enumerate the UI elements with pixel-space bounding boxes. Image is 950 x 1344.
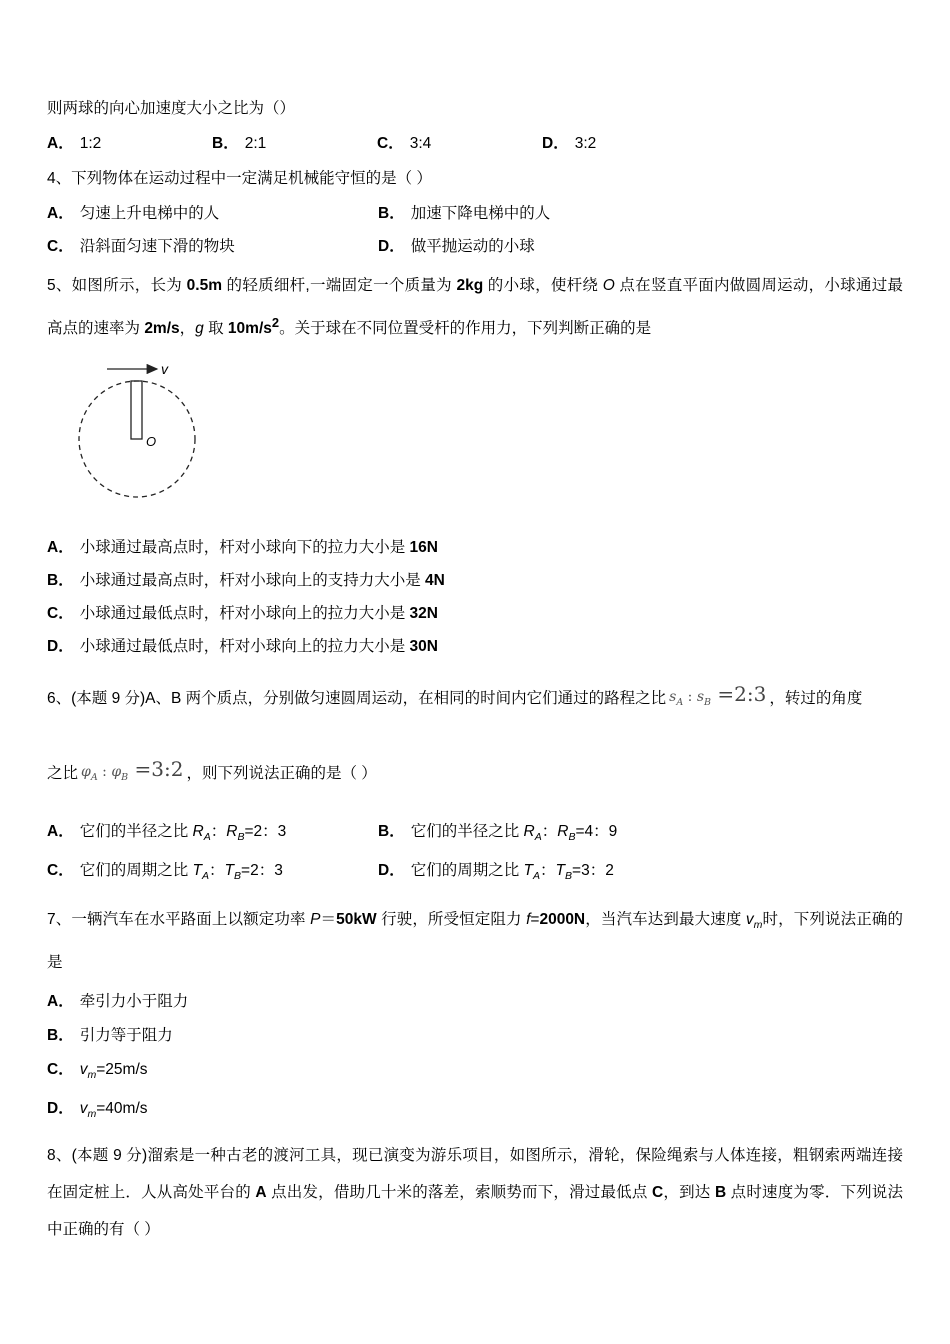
option-text-a: 小球通过最高点时，杆对小球向下的拉力大小是 16N: [79, 539, 438, 557]
option-c: [47, 597, 903, 630]
velocity-label: v: [161, 361, 168, 378]
option-d: [47, 1092, 903, 1131]
question-8-stem: 8、(本题 9 分)溜索是一种古老的渡河工具，现已演变为游乐项目，如图所示，滑轮，保险绳索与人体连接，粗钢索两端连接在固定桩上．人从高处平台的 A 点出发，借助几十米的落差，索顺势而下，滑过最低点 C，到达 B 点时速度为零．下列说法中正确的有（ ）: [47, 1147, 903, 1239]
option-label-d: D．: [378, 238, 405, 255]
question-5-diagram: [59, 353, 903, 503]
option-c: [47, 230, 378, 263]
question-3-options: [47, 127, 903, 160]
option-label-d: D．: [47, 638, 74, 656]
option-text-b: 引力等于阻力: [79, 1027, 173, 1045]
option-text-c: 沿斜面匀速下滑的物块: [79, 238, 235, 255]
option-label-b: B．: [47, 1027, 74, 1045]
option-c: [47, 1053, 903, 1092]
question-4-options-row-1: [47, 197, 903, 230]
question-4-options-row-2: [47, 230, 903, 263]
option-label-a: A．: [47, 205, 74, 222]
option-label-b: B．: [378, 205, 405, 222]
option-text-c: 小球通过最低点时，杆对小球向上的拉力大小是 32N: [79, 605, 438, 623]
option-b: [47, 564, 903, 597]
question-5-options: [47, 531, 903, 663]
stem-text-tail: ，则下列说法正确的是（ ）: [186, 764, 377, 782]
stem-text: 之比: [47, 764, 79, 782]
option-text-c: 3:4: [409, 135, 432, 152]
question-7-stem: 7、一辆汽车在水平路面上以额定功率 P＝50kW 行驶，所受恒定阻力 f=2000N，当汽车达到最大速度 $v_m$时，下列说法正确的是: [47, 910, 903, 972]
question-6-options-row-2: [47, 854, 903, 893]
option-text-b: 加速下降电梯中的人: [410, 205, 551, 222]
option-label-d: D．: [378, 861, 405, 879]
option-text-c: $v_m=25m/s$: [79, 1061, 148, 1082]
option-text-b: 小球通过最高点时，杆对小球向上的支持力大小是 4N: [79, 572, 445, 590]
question-4-stem: 4、下列物体在运动过程中一定满足机械能守恒的是（ ）: [47, 170, 432, 187]
option-text-b: 2:1: [244, 135, 267, 152]
question-6-stem-line-1: [47, 673, 903, 724]
question-3-stem: 则两球的向心加速度大小之比为（）: [47, 100, 296, 117]
option-text-d: 做平抛运动的小球: [410, 238, 535, 255]
option-label-b: B．: [47, 572, 74, 590]
option-b: [47, 1019, 903, 1053]
pivot-label: O: [146, 434, 157, 450]
option-d: [378, 230, 709, 263]
angle-ratio-formula: $\varphi_A$ : $\varphi_B$ =3:2: [81, 756, 184, 783]
option-label-c: C．: [47, 605, 74, 623]
option-b: [378, 197, 709, 230]
option-text-a: 它们的半径之比 $R_A$：$R_B=2$：3: [79, 822, 287, 843]
option-a: [47, 197, 378, 230]
option-label-a: A．: [47, 993, 74, 1011]
option-text-c: 它们的周期之比 $T_A$：$T_B=2$：3: [79, 861, 283, 882]
option-text-d: $v_m=40m/s$: [79, 1100, 148, 1121]
option-c: [377, 127, 542, 160]
option-b: [212, 127, 377, 160]
option-label-a: A．: [47, 135, 74, 152]
option-c: [47, 854, 378, 893]
option-label-c: C．: [377, 135, 404, 152]
option-label-a: A．: [47, 822, 74, 840]
question-5-stem: 5、如图所示，长为 0.5m 的轻质细杆,一端固定一个质量为 2kg 的小球，使杆绕 O 点在竖直平面内做圆周运动，小球通过最高点的速率为 2m/s，g 取 $10m/s^2$。关于球在不同位置受杆的作用力，下列判断正确的是: [47, 277, 903, 338]
option-label-a: A．: [47, 539, 74, 557]
stem-text-tail: ，转过的角度: [769, 690, 863, 708]
question-7-options: [47, 985, 903, 1131]
option-a: [47, 127, 212, 160]
option-a: [47, 985, 903, 1019]
question-6-stem-line-2: [47, 748, 903, 799]
option-d: [542, 127, 707, 160]
option-text-a: 牵引力小于阻力: [79, 993, 189, 1011]
option-d: [378, 854, 709, 893]
option-label-d: D．: [47, 1100, 74, 1118]
stem-text: 6、(本题 9 分)A、B 两个质点，分别做匀速圆周运动，在相同的时间内它们通过的路程之比: [47, 690, 667, 708]
option-text-a: 匀速上升电梯中的人: [79, 205, 220, 222]
rod-shape: [131, 381, 142, 439]
option-label-b: B．: [212, 135, 239, 152]
option-a: [47, 531, 903, 564]
option-a: [47, 815, 378, 854]
option-label-c: C．: [47, 1061, 74, 1079]
option-d: [47, 630, 903, 663]
option-text-d: 它们的周期之比 $T_A$：$T_B=3$：2: [410, 861, 614, 882]
option-text-d: 小球通过最低点时，杆对小球向上的拉力大小是 30N: [79, 638, 438, 656]
option-b: [378, 815, 709, 854]
option-label-c: C．: [47, 238, 74, 255]
option-label-c: C．: [47, 861, 74, 879]
option-text-d: 3:2: [574, 135, 597, 152]
option-text-a: 1:2: [79, 135, 102, 152]
option-label-b: B．: [378, 822, 405, 840]
distance-ratio-formula: $s_A$ : $s_B$ =2:3: [669, 682, 767, 708]
option-label-d: D．: [542, 135, 569, 152]
question-6-options-row-1: [47, 815, 903, 854]
circular-motion-figure: [59, 353, 229, 503]
option-text-b: 它们的半径之比 $R_A$：$R_B=4$：9: [410, 822, 618, 843]
